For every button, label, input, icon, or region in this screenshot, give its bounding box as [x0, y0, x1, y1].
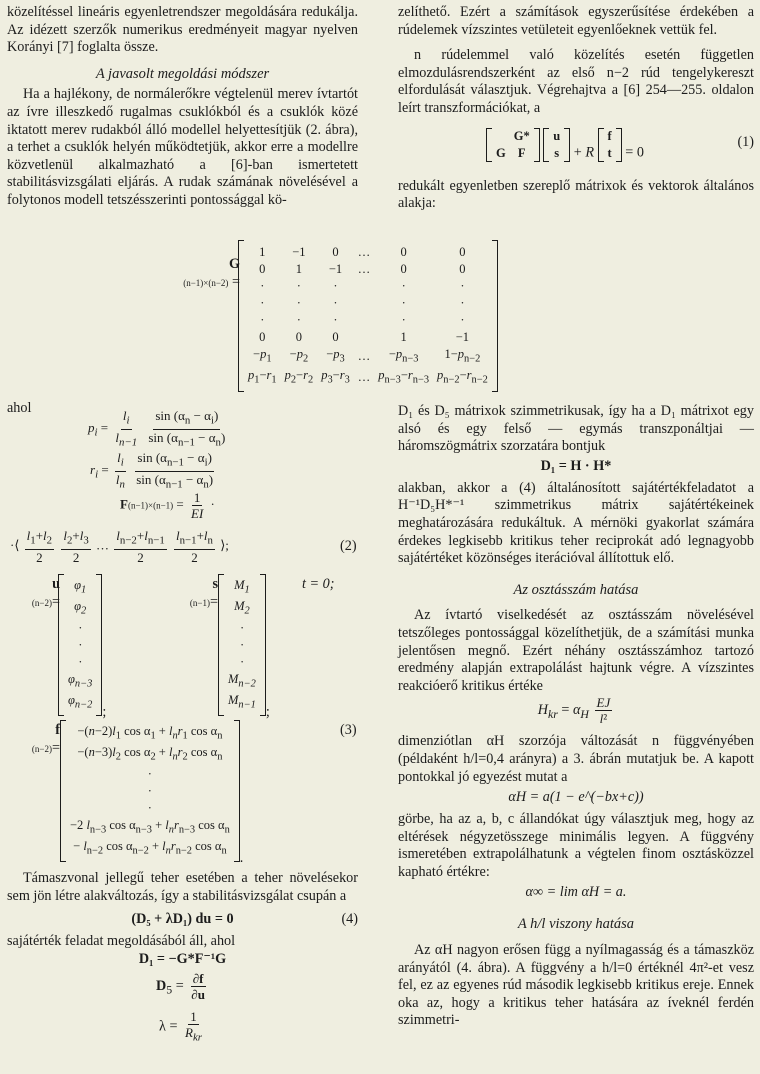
alak-paragraph: alakban, akkor a (4) általánosított sajátértékfeladatot a H⁻¹D₅H*⁻¹ szimmetrikus mátrix sajátértékeinek meghatározására redukáltuk. A mérnöki gyakorlat számára érdekes legkisebb kritikus teher reciprokát adó legnagyobb sajátértéket közönséges iterációval állítottuk elő.: [398, 479, 754, 567]
u-vector-label: u (n−2)=: [31, 576, 60, 610]
equation-1: [398, 124, 754, 170]
eq4-number: (4): [341, 911, 358, 928]
section-heading-hl: A h/l viszony hatása: [517, 916, 635, 933]
g-matrix-label: G (n−1)×(n−2) =: [183, 256, 240, 290]
section-heading-osztas: Az osztásszám hatása: [513, 581, 639, 598]
intro-paragraph: közelítéssel lineáris egyenletrendszer megoldására redukálja. Az idézett szerzők numerikus eredményeit magyar nyelven Korányi [7] foglalta össze.: [7, 4, 358, 56]
r-definition: $r_i$ = $\frac{l_i}{l_n}$ $\frac{\sin (\alpha_{n-1} - \alpha_i)}{\sin (\alpha_{n-1} - \alpha_n)}$: [90, 450, 214, 491]
hkr-equation: $H_{kr} = \alpha_H$ $\frac{EJ}{\text{l²}}$: [537, 695, 611, 727]
f-definition: F(n−1)×(n−1) = $\frac{1}{EI}$ ·: [120, 490, 215, 521]
eq3-number: (3): [340, 722, 357, 738]
osztas-paragraph: Az ívtartó viselkedését az osztásszám növelésével tetszőleges pontossággal közelíthetjük, de a számítási munka jelentősen megnő. Ezért néhány osztásszámhoz tartozó eredmény alapján extrapolálást hajtunk végre. A vízszintes reakcióerő kritikus értéke: [398, 607, 754, 694]
equation-4: (D₅ + λD₁) du = 0: [131, 911, 234, 928]
right-column: [398, 4, 754, 213]
f-vector-label: f (n−2)=: [31, 722, 60, 756]
hh-equation: D₁ = H · H*: [540, 457, 612, 474]
limit-equation: α∞ = lim αH = a.: [525, 884, 627, 901]
p-definition: $p_i$ = $\frac{l_i}{l_{n-1}}$ $\frac{\sin (\alpha_n - \alpha_i)}{\sin (\alpha_{n-1} - \alpha_n)}$: [88, 408, 226, 449]
t-equation: t = 0;: [302, 576, 335, 592]
dim-paragraph: dimenziótlan αH szorzója változását n függvényében (példaként h/l=0,4 arányra) a 3. ábrán mutatjuk be. A kapott pontokkal jó egyezést mutat a: [398, 733, 754, 785]
d1-definition: D₁ = −G*F⁻¹G: [138, 950, 227, 967]
method-paragraph: Ha a hajlékony, de normálerőkre végtelenül merev ívtartót az ívre illeszkedő rugalmas csuklókból és a csuklók közé iktatott merev rudakból álló modellel helyettesítjük (2. ábra), a terhet a csuklók helyén működtetjük, akkor erre a modellre közvetlenül alkalmazható a [6]-ban ismertetett stabilitásvizsgálati eljárás. A rudak számának növelésével a folytonos modell tetszésszerinti pontossággal kö-: [7, 86, 358, 208]
right-lower: [398, 403, 754, 1030]
d1-d5-paragraph: D₁ és D₅ mátrixok szimmetrikusak, így ha a D₁ mátrixot egy alsó és egy felső — egymás transzponáltjai — háromszögmátrix szorzatára bontjuk: [398, 403, 754, 455]
s-vector-label: s (n−1)=: [189, 576, 218, 610]
f-diag-row: ·⟨ $\frac{l_1+l_2}{2}$ $\frac{l_2+l_3}{2}$ … $\frac{l_{n-2}+l_{n-1}}{2}$ $\frac{l_{n-1}+l_n}{2}$ ⟩;: [10, 528, 229, 565]
g-matrix: 1 −1 0 … 0 0 0 1 −1 … 0 0 · · · · · · · · · · · · · · · 0 0 0 1 −1 $-p_1$ $-p_2$ $-p_3$ … $-p_{n-3}$ $1-p_{n-2}$ $p_1-r_1$ $p_2-r_2$ $p_3-r_3$ … $p_{n-3}-r_{n-3}$ $p_{n-2}-r_{n-2}$: [238, 240, 498, 398]
section-heading-method: A javasolt megoldási módszer: [95, 65, 270, 82]
f-vector: $-(n-2)l_1$ $\cos \alpha_1 + l_nr_1$ $\cos \alpha_n$ $-(n-3)l_2$ $\cos \alpha_2 + l_nr_2$ $\cos \alpha_n$ · · · −2 $l_{n-3}$ $\cos \alpha_{n-3} + l_nr_{n-3}$ $\cos \alpha_n$ − $l_{n-2}$ $\cos \alpha_{n-2} + l_nr_{n-2}$ $\cos \alpha_n$ .: [60, 720, 243, 868]
n-rod-paragraph: n rúdelemmel való közelítés esetén független elmozdulásrendszerként az első n−2 rúd tengelykereszt elfordulását választjuk. Végrehajtva a [6] 254—255. oldalon leírt transzformációkat, a: [398, 47, 754, 116]
alpha-equation: αH = a(1 − e^(−bx+c)): [508, 789, 644, 806]
d5-definition: $D_5$ = $\frac{\partial f}{\partial u}$: [156, 970, 205, 1002]
ahol-label: ahol: [7, 400, 32, 416]
eq1-body: G* G F u s + R f t = 0: [486, 128, 644, 168]
sajat-paragraph: sajátérték feladat megoldásából áll, ahol: [7, 933, 236, 950]
hl-paragraph: Az αH nagyon erősen függ a nyílmagasság és a támaszköz arányától (4. ábra). A függvény a h/l=0 értéknél 4π²-et vesz fel, ez az egyenes rúd második legkisebb kritikus ereje. Ennek oka az, hogy a kritikus teher hatására az íveknél ferdén szimmetri-: [398, 942, 754, 1029]
continuation-paragraph: zelíthető. Ezért a számítások egyszerűsítése érdekében a rúdelemek vízszintes vetületeit egyenlőeknek vettük fel.: [398, 4, 754, 38]
eq2-number: (2): [340, 538, 357, 554]
left-column: [7, 4, 358, 210]
tamasz-paragraph: Támaszvonal jellegű teher esetében a teher növelésekor sem jön létre alakváltozás, így a stabilitásvizsgálat csupán a: [7, 870, 358, 904]
u-vector: $\varphi_1$ $\varphi_2$ · · · $\varphi_{n-3}$ $\varphi_{n-2}$ ;: [58, 574, 106, 722]
s-vector: $M_1$ $M_2$ · · · $M_{n-2}$ $M_{n-1}$ ;: [218, 574, 270, 722]
reduced-eq-paragraph: redukált egyenletben szereplő mátrixok és vektorok általános alakja:: [398, 177, 754, 212]
gorbe-paragraph: görbe, ha az a, b, c állandókat úgy választjuk meg, hogy az eltérések négyzetösszege minimális legyen. A függvény ismeretében extrapolálhatunk a végtelen finom osztásközzel kapható értékre:: [398, 811, 754, 880]
eq1-number: (1): [737, 133, 754, 150]
left-bottom: [7, 870, 358, 1047]
lambda-definition: λ = $\frac{1}{R_{kr}}$: [159, 1008, 202, 1044]
